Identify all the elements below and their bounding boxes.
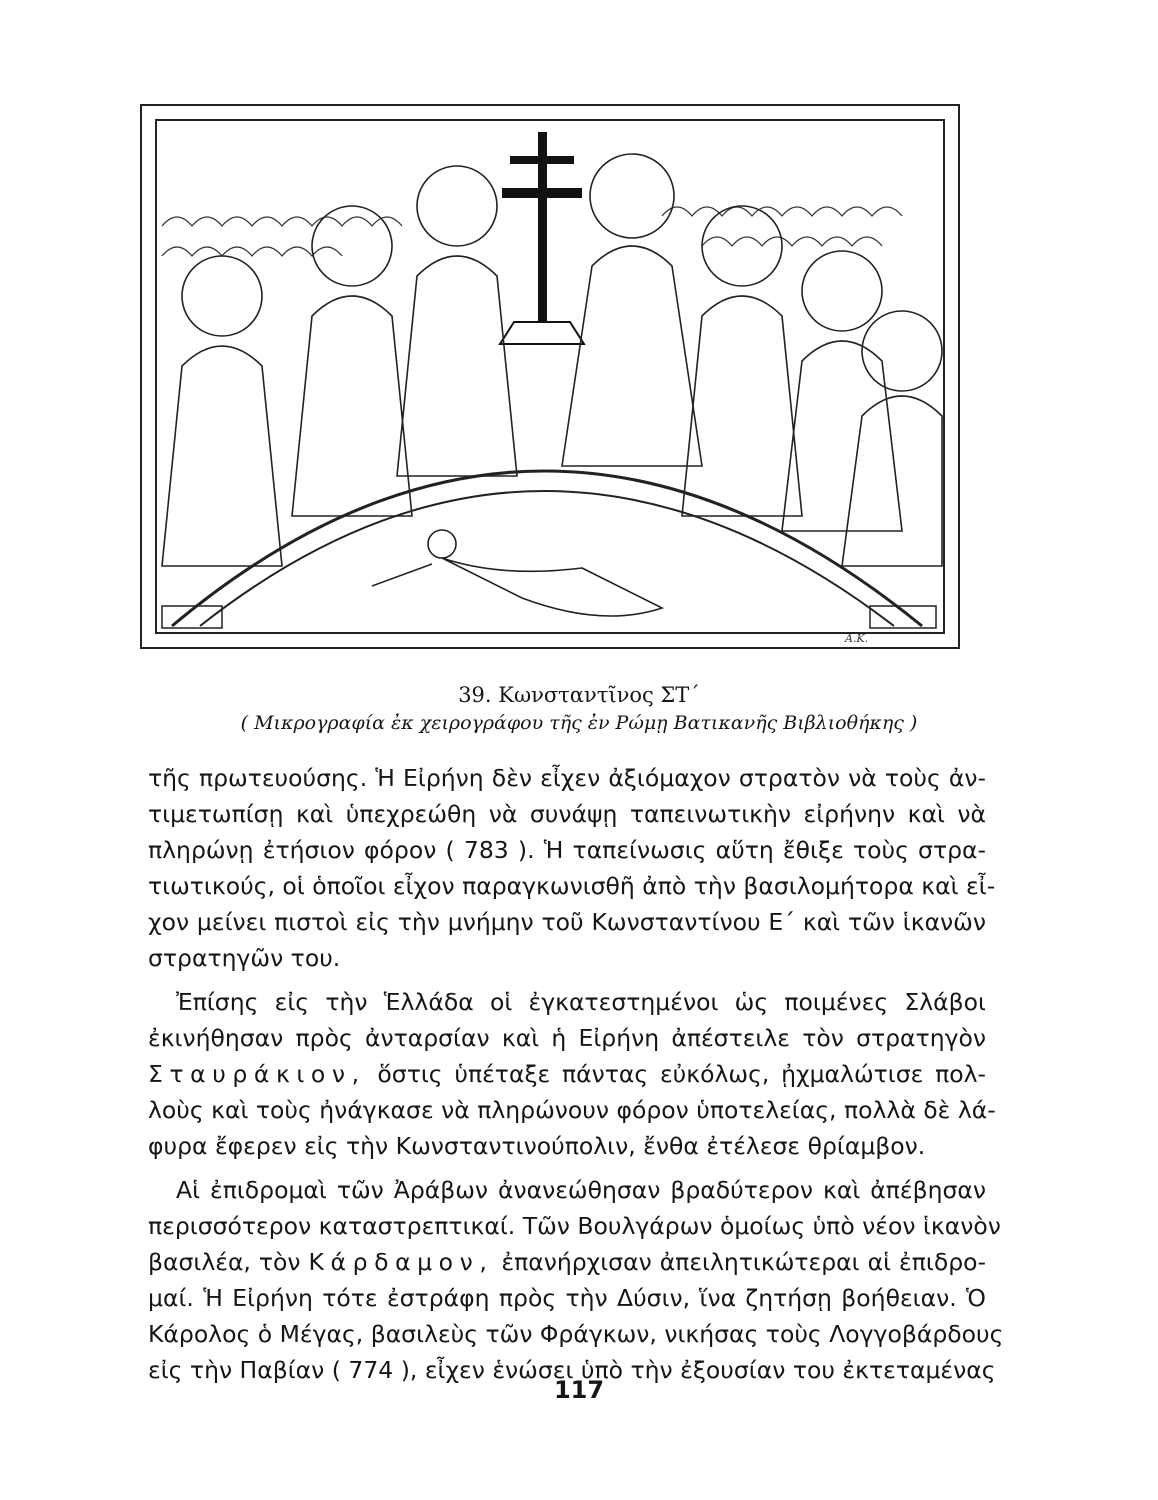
text-line: τιωτικούς, οἱ ὁποῖοι εἶχον παραγκωνισθῆ ἀπὸ τὴν βασιλομήτορα καὶ εἶ- [148,872,996,900]
text-line: λοὺς καὶ τοὺς ἠνάγκασε νὰ πληρώνουν φόρον ὑποτελείας, πολλὰ δὲ λά- [148,1096,996,1124]
text-line: τῆς πρωτευούσης. Ἡ Εἰρήνη δὲν εἶχεν ἀξιόμαχον στρατὸν νὰ τοὺς ἀν- [148,764,986,792]
artist-signature: A.Κ. [845,632,869,645]
text-fragment: ὅστις ὑπέταξε πάντας εὐκόλως, ᾐχμαλώτισε πολ- [365,1060,986,1088]
page-number: 117 [553,1376,605,1404]
council-drawing [142,106,958,647]
text-line: φυρα ἔφερεν εἰς τὴν Κωνσταντινούπολιν, ἔνθα ἐτέλεσε θρίαμβον. [148,1132,926,1160]
figure-caption: 39. Κωνσταντῖνος ΣΤ΄ [458,683,700,707]
text-line: Αἱ ἐπιδρομαὶ τῶν Ἀράβων ἀνανεώθησαν βραδύτερον καὶ ἀπέβησαν [176,1176,986,1204]
text-line: χον μείνει πιστοὶ εἰς τὴν μνήμην τοῦ Κωνσταντίνου Ε΄ καὶ τῶν ἱκανῶν [148,908,986,936]
text-line: τιμετωπίσῃ καὶ ὑπεχρεώθη νὰ συνάψῃ ταπεινωτικὴν εἰρήνην καὶ νὰ [148,800,986,828]
text-line: Ἐπίσης εἰς τὴν Ἑλλάδα οἱ ἐγκατεστημένοι ὡς ποιμένες Σλάβοι [176,988,986,1016]
miniature-illustration [140,104,960,649]
text-line: πληρώνῃ ἐτήσιον φόρον ( 783 ). Ἡ ταπείνωσις αὕτη ἔθιξε τοὺς στρα- [148,836,986,864]
name-stavrakios: Σταυράκιον, [148,1060,366,1088]
text-line: περισσότερον καταστρεπτικαί. Τῶν Βουλγάρων ὁμοίως ὑπὸ νέον ἱκανὸν [148,1212,1001,1240]
text-line: στρατηγῶν του. [148,944,341,972]
text-line: εἰς τὴν Παβίαν ( 774 ), εἶχεν ἑνώσει ὑπὸ τὴν ἐξουσίαν του ἐκτεταμένας [148,1356,996,1384]
body-text [148,760,1004,1388]
text-line: Κάρολος ὁ Μέγας, βασιλεὺς τῶν Φράγκων, νικήσας τοὺς Λογγοβάρδους [148,1320,1004,1348]
text-line [148,1244,986,1280]
text-line: μαί. Ἡ Εἰρήνη τότε ἐστράφη πρὸς τὴν Δύσιν, ἵνα ζητήσῃ βοήθειαν. Ὁ [148,1284,986,1312]
text-line [148,1056,986,1092]
figure-source: ( Μικρογραφία ἐκ χειρογράφου τῆς ἐν Ρώμῃ Βατικανῆς Βιβλιοθήκης ) [240,712,918,734]
text-fragment: βασιλέα, τὸν [148,1248,309,1276]
name-kardamos: Κάρδαμον, [308,1248,494,1276]
text-fragment: ἐπανήρχισαν ἀπειλητικώτεραι αἱ ἐπιδρο- [493,1248,987,1276]
text-line: ἐκινήθησαν πρὸς ἀνταρσίαν καὶ ἡ Εἰρήνη ἀπέστειλε τὸν στρατηγὸν [148,1024,986,1052]
